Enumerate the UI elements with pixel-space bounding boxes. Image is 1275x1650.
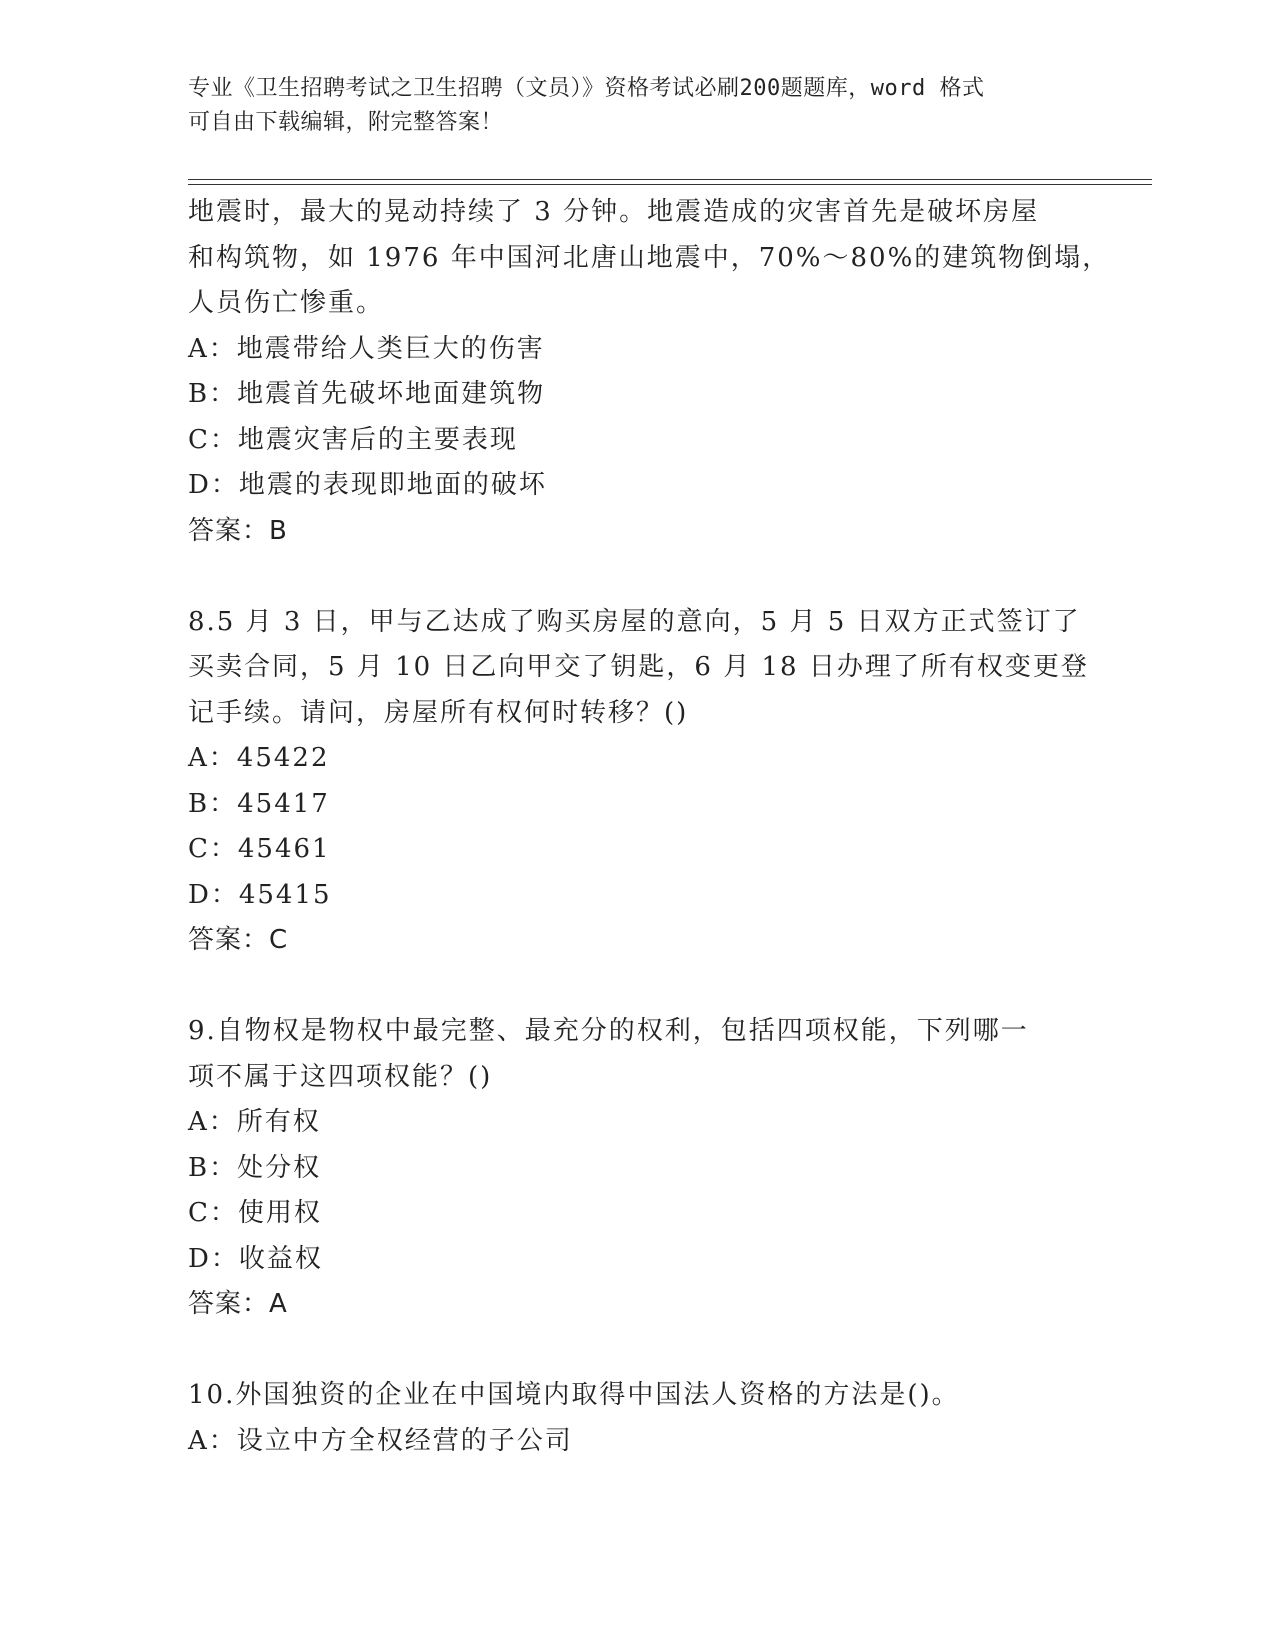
spacer bbox=[188, 964, 1088, 1010]
option-b: B：地震首先破坏地面建筑物 bbox=[188, 379, 546, 409]
spacer bbox=[188, 554, 1088, 600]
question-text-line: 8.5 月 3 日，甲与乙达成了购买房屋的意向，5 月 5 日双方正式签订了 bbox=[188, 606, 1081, 637]
option-a: A：所有权 bbox=[188, 1107, 321, 1137]
question-text-line: 人员伤亡惨重。 bbox=[188, 288, 385, 318]
option-b: B：处分权 bbox=[188, 1152, 322, 1183]
question-text-line: 项不属于这四项权能？() bbox=[188, 1061, 493, 1092]
option-c: C：使用权 bbox=[188, 1198, 322, 1228]
option-c: C：45461 bbox=[188, 834, 331, 864]
option-a: A：设立中方全权经营的子公司 bbox=[188, 1425, 573, 1456]
answer-label: 答案：B bbox=[188, 515, 288, 546]
question-text-line: 10.外国独资的企业在中国境内取得中国法人资格的方法是()。 bbox=[188, 1380, 960, 1410]
header-line-2: 可自由下载编辑，附完整答案！ bbox=[188, 110, 504, 135]
answer-label: 答案：A bbox=[188, 1289, 288, 1319]
option-b: B：45417 bbox=[188, 788, 330, 819]
question-text-line: 买卖合同，5 月 10 日乙向甲交了钥匙，6 月 18 日办理了所有权变更登 bbox=[188, 652, 1089, 682]
question-text-line: 9.自物权是物权中最完整、最充分的权利，包括四项权能，下列哪一 bbox=[188, 1016, 1029, 1046]
document-header bbox=[188, 72, 1068, 140]
question-text-line: 和构筑物，如 1976 年中国河北唐山地震中，70%～80%的建筑物倒塌， bbox=[188, 242, 1111, 273]
question-text-line: 地震时，最大的晃动持续了 3 分钟。地震造成的灾害首先是破坏房屋 bbox=[188, 197, 1040, 227]
document-body bbox=[188, 190, 1111, 1464]
option-c: C：地震灾害后的主要表现 bbox=[188, 424, 518, 455]
question-text-line: 记手续。请问，房屋所有权何时转移？() bbox=[188, 697, 689, 728]
spacer bbox=[188, 1328, 1088, 1374]
header-divider-top bbox=[188, 179, 1152, 180]
option-a: A：地震带给人类巨大的伤害 bbox=[188, 333, 545, 364]
question-8 bbox=[188, 600, 1088, 964]
question-9 bbox=[188, 1009, 1088, 1328]
option-d: D：地震的表现即地面的破坏 bbox=[188, 470, 547, 500]
option-d: D：45415 bbox=[188, 879, 332, 910]
header-line-1: 专业《卫生招聘考试之卫生招聘（文员）》资格考试必刷200题题库，word 格式 bbox=[188, 76, 985, 101]
option-a: A：45422 bbox=[188, 743, 330, 773]
option-d: D：收益权 bbox=[188, 1243, 323, 1274]
question-7 bbox=[188, 190, 1111, 554]
question-10 bbox=[188, 1373, 1088, 1464]
header-divider-bottom bbox=[188, 184, 1152, 185]
answer-label: 答案：C bbox=[188, 925, 289, 955]
